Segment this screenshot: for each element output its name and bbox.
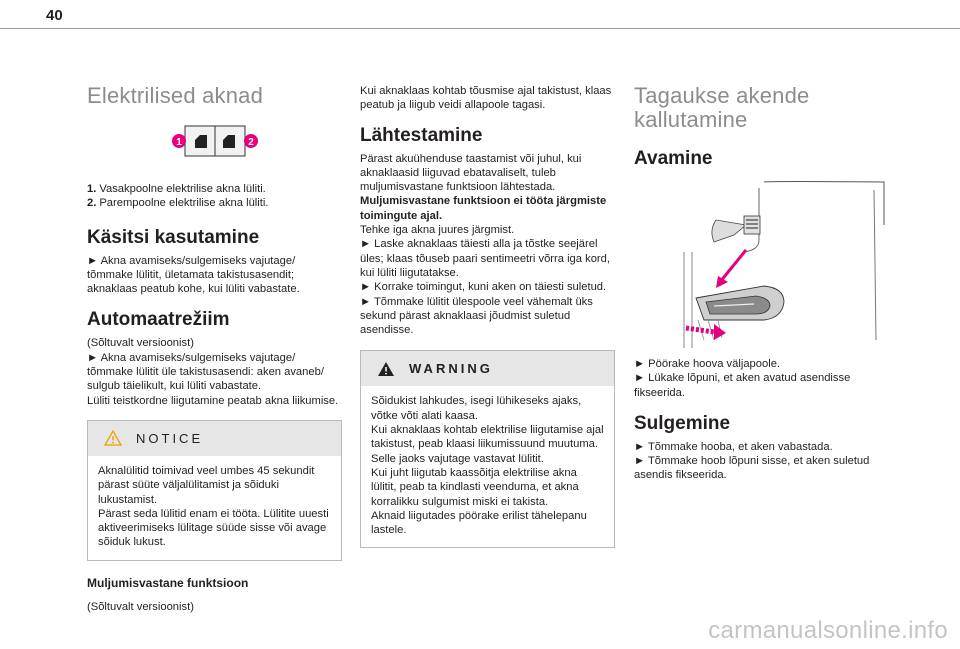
heading-opening: Avamine (634, 148, 713, 169)
notice-header (88, 421, 341, 456)
window-switches-figure (87, 114, 342, 166)
close-step: ► Tõmmake hooba, et aken vabastada. (634, 440, 833, 453)
reset-step: ► Tõmmake lülitit ülespoole veel vähemalt üks sekund pärast aknaklaasi jõudmist suletud asendisse. (360, 295, 593, 337)
warning-paragraph: Aknaid liigutades pöörake erilist tähelepanu lastele. (371, 509, 587, 537)
warning-triangle-icon (377, 361, 395, 377)
auto-text-version: (Sõltuvalt versioonist) (87, 337, 194, 350)
notice-paragraph: Pärast seda lülitid enam ei tööta. Lülitite uuesti aktiveerimiseks lülitage süüde sisse või avage sõiduk lukust. (98, 507, 329, 549)
page-number: 40 (46, 7, 63, 24)
manual-text: ► Akna avamiseks/sulgemiseks vajutage/ tõmmake lülitit, ületamata takistusasendit; aknaklaas peatub kohe, kui lüliti vabastate. (87, 254, 300, 296)
reset-step: ► Laske aknaklaas täiesti alla ja tõstke seejärel üles; klaas tõuseb paari sentimeetri võrra iga kord, kui lüliti liigutatakse. (360, 238, 610, 279)
warning-paragraph: Kui aknaklaas kohtab elektrilise liigutamise ajal takistust, peab klaasi liikumissuund muutuma. Selle jaoks vajutage vastavat lülitit. (371, 424, 604, 465)
marker-1-label: 1 (176, 137, 182, 148)
marker-2-label: 2 (248, 137, 254, 148)
header-rule (0, 28, 960, 29)
warning-body (361, 386, 614, 547)
list-item: 1. Vasakpoolne elektrilise akna lüliti. (87, 183, 266, 195)
heading-manual: Käsitsi kasutamine (87, 226, 260, 248)
heading-closing: Sulgemine (634, 412, 731, 434)
reset-bold-note: Muljumisvastane funktsioon ei tööta järgmiste toimingute ajal. (360, 195, 607, 222)
column-1 (87, 84, 342, 614)
antipinch-text: (Sõltuvalt versioonist) (87, 600, 194, 613)
column-3 (634, 84, 889, 483)
notice-title: NOTICE (136, 430, 204, 446)
notice-box (87, 420, 342, 561)
heading-reset: Lähtestamine (360, 124, 483, 146)
auto-text-stop: Lüliti teistkordne liigutamine peatab akna liikumise. (87, 394, 339, 407)
section-title-power-windows: Elektrilised aknad (87, 83, 264, 108)
warning-title: WARNING (409, 361, 493, 377)
list-item: 2. Parempoolne elektrilise akna lüliti. (87, 197, 269, 210)
rear-window-latch-illustration (634, 180, 889, 348)
notice-paragraph: Aknalülitid toimivad veel umbes 45 sekundit pärast süüte väljalülitamist ja sõiduki lukustamist. (98, 464, 315, 506)
reset-step: ► Korrake toimingut, kuni aken on täiesti suletud. (360, 281, 607, 294)
watermark: carmanualsonline.info (708, 617, 948, 644)
open-step: ► Lükake lõpuni, et aken avatud asendisse fikseerida. (634, 372, 851, 399)
reset-text: Pärast akuühenduse taastamist või juhul, kui aknaklaasid liiguvad ebatavaliselt, tuleb muljumisvastane funktsioon lähtestada. (360, 152, 582, 194)
magenta-push-arrow (686, 328, 714, 332)
antipinch-intro: Kui aknaklaas kohtab tõusmise ajal takistust, klaas peatub ja liigub veidi allapoole tagasi. (360, 85, 612, 112)
notice-body (88, 456, 341, 560)
warning-paragraph: Sõidukist lahkudes, isegi lühikeseks ajaks, võtke võti alati kaasa. (371, 395, 582, 422)
heading-auto: Automaatrežiim (87, 309, 230, 331)
switch-list (87, 182, 342, 211)
caution-triangle-icon (104, 430, 122, 446)
magenta-arrow (720, 250, 746, 282)
close-step: ► Tõmmake hoob lõpuni sisse, et aken suletud asendis fikseerida. (634, 455, 870, 482)
open-step: ► Pöörake hoova väljapoole. (634, 358, 781, 370)
reset-step: Tehke iga akna juures järgmist. (360, 224, 515, 237)
warning-header (361, 351, 614, 386)
heading-antipinch: Muljumisvastane funktsioon (87, 575, 249, 590)
column-2 (360, 84, 615, 548)
warning-box (360, 350, 615, 548)
warning-paragraph: Kui juht liigutab kaassõitja elektrilise akna lülitit, peab ta kindlasti veenduma, et akna korralikku sulgumist miski ei takista. (371, 466, 579, 508)
auto-text-instruction: ► Akna avamiseks/sulgemiseks vajutage/ tõmmake lülitit üle takistusasendi: aken avaneb/ sulgub täielikult, kui lüliti vabastate. (87, 351, 324, 393)
section-title-rear-windows: Tagaukse akende kallutamine (634, 83, 810, 132)
